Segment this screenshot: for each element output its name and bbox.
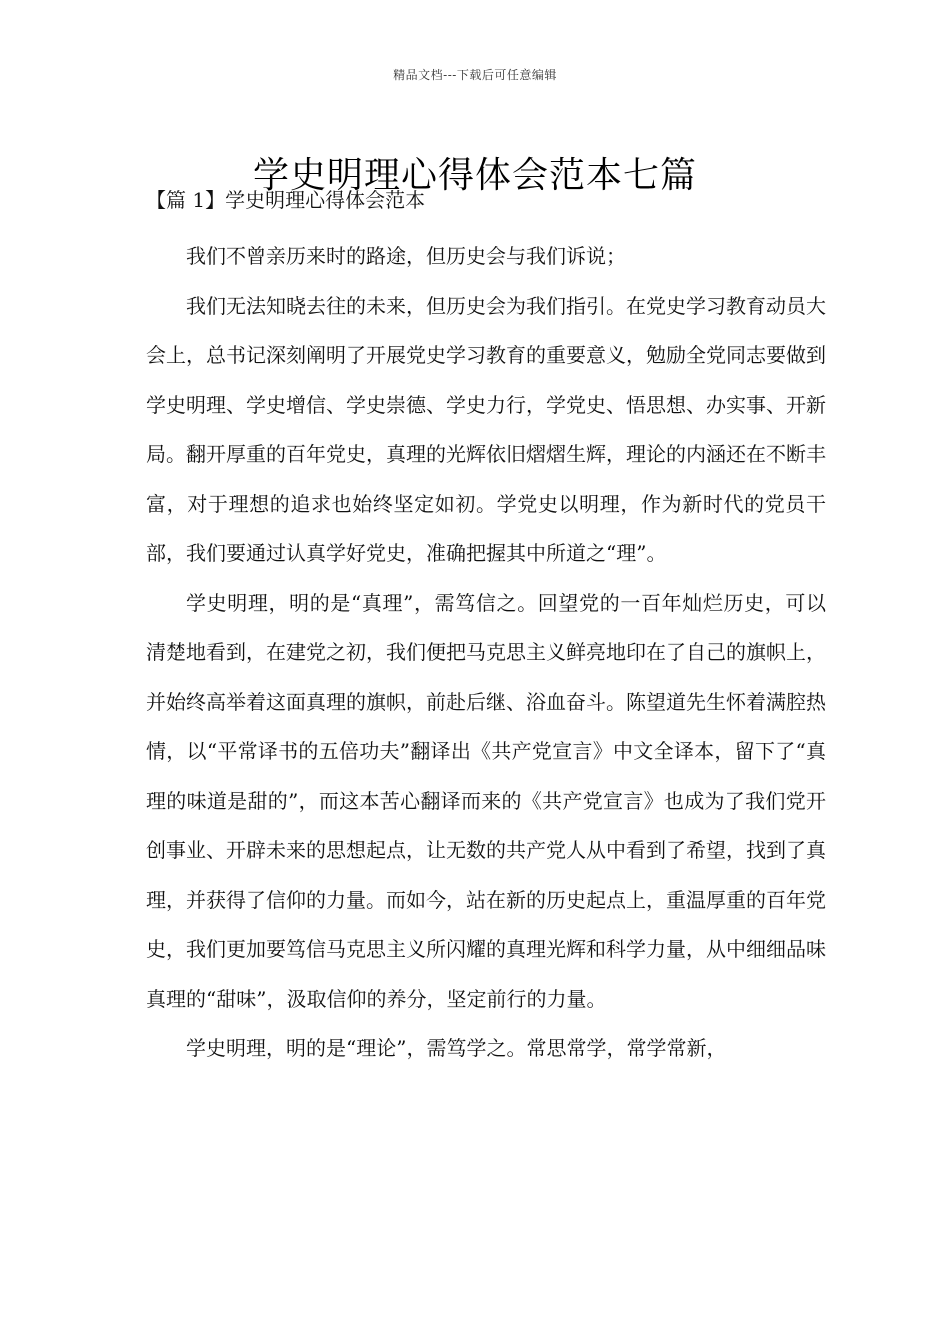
section-heading: 【篇 1】学史明理心得体会范本 (146, 188, 426, 212)
paragraph: 我们无法知晓去往的未来，但历史会为我们指引。在党史学习教育动员大会上，总书记深刻阐明了开展党史学习教育的重要意义，勉励全党同志要做到学史明理、学史增信、学史崇德、学史力行，学党史、悟思想、办实事、开新局。翻开厚重的百年党史，真理的光辉依旧熠熠生辉，理论的内涵还在不断丰富，对于理想的追求也始终坚定如初。学党史以明理，作为新时代的党员干部，我们要通过认真学好党史，准确把握其中所道之“理”。 (146, 293, 826, 565)
document-body (146, 232, 826, 1074)
header-note: 精品文档---下载后可任意编辑 (393, 68, 557, 82)
paragraph: 学史明理，明的是“理论”，需笃学之。常思常学，常学常新， (186, 1036, 727, 1060)
paragraph: 我们不曾亲历来时的路途，但历史会与我们诉说； (186, 244, 626, 268)
document-title: 学史明理心得体会范本七篇 (252, 155, 697, 197)
paragraph: 学史明理，明的是“真理”，需笃信之。回望党的一百年灿烂历史，可以清楚地看到，在建党之初，我们便把马克思主义鲜亮地印在了自己的旗帜上，并始终高举着这面真理的旗帜，前赴后继、浴血奋斗。陈望道先生怀着满腔热情，以“平常译书的五倍功夫”翻译出《共产党宣言》中文全译本，留下了“真理的味道是甜的”，而这本苦心翻译而来的《共产党宣言》也成为了我们党开创事业、开辟未来的思想起点，让无数的共产党人从中看到了希望，找到了真理，并获得了信仰的力量。而如今，站在新的历史起点上，重温厚重的百年党史，我们更加要笃信马克思主义所闪耀的真理光辉和科学力量，从中细细品味真理的“甜味”，汲取信仰的养分，坚定前行的力量。 (146, 590, 826, 1011)
